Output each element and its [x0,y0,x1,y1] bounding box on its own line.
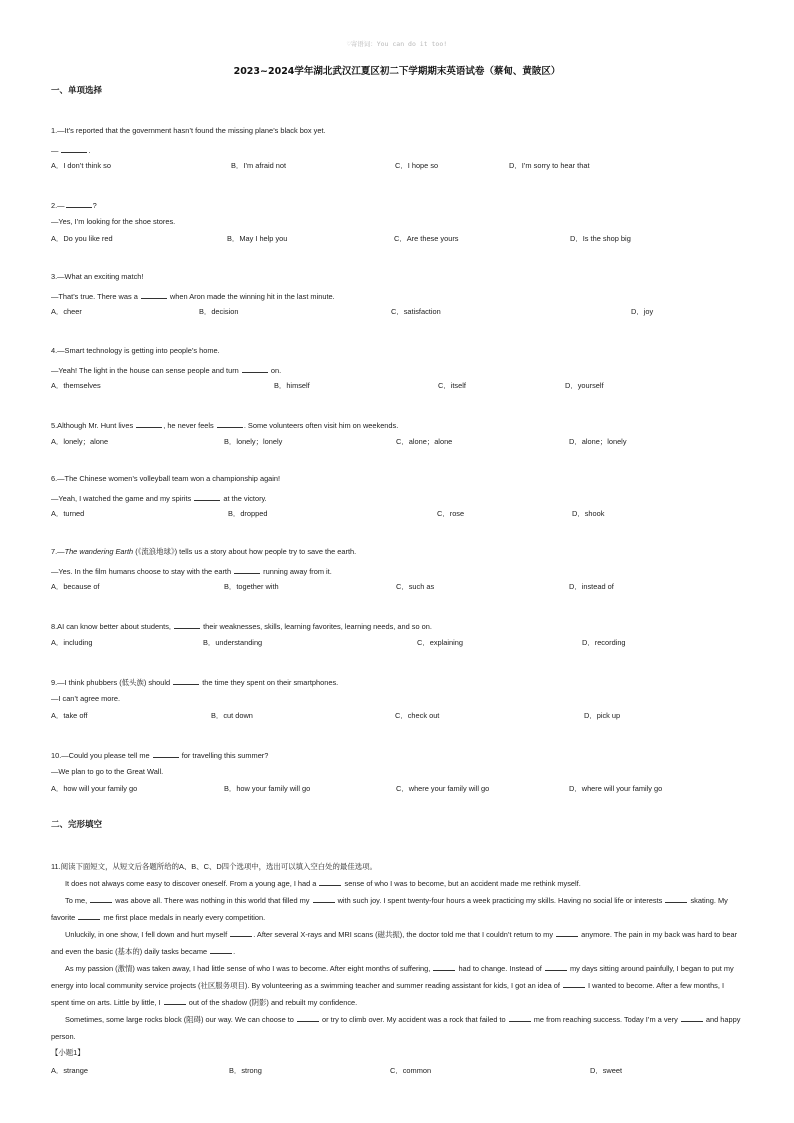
cloze-paragraph-3: Unluckily, in one show, I fell down and hurt myself . After several X-rays and MRI scans (磁共振), the doctor told me that I couldn’t return to my anymore. The pain in my back was hard to bear and even the basic (基本的) daily tasks became . [51,930,738,956]
question-stem: 7.—The wandering Earth (《流浪地球》) tells us a story about how people try to save the earth. [51,547,357,556]
answer-blank[interactable] [217,419,243,428]
option-d[interactable]: D．shook [572,509,605,518]
question-6 [51,474,751,521]
answer-blank[interactable] [153,749,179,758]
question-response: —Yeah! The light in the house can sense people and turn on. [51,365,282,375]
answer-blank[interactable] [164,996,186,1005]
answer-blank[interactable] [61,144,87,153]
option-b[interactable]: B．how your family will go [224,784,311,793]
answer-blank[interactable] [174,620,200,629]
question-2 [51,199,751,246]
cloze-passage [51,858,741,1045]
answer-blank[interactable] [141,290,167,299]
option-b[interactable]: B．decision [199,307,239,316]
question-stem: 2.— ? [51,201,97,210]
question-stem: 6.—The Chinese women’s volleyball team won a championship again! [51,474,281,483]
option-d[interactable]: D．recording [582,637,626,647]
option-b[interactable]: B．cut down [211,711,253,720]
answer-blank[interactable] [545,962,567,971]
answer-blank[interactable] [66,199,92,208]
question-10 [51,749,751,796]
options [51,509,751,521]
question-stem: 3.—What an exciting match! [51,272,144,281]
answer-blank[interactable] [297,1013,319,1022]
option-b[interactable]: B．lonely；lonely [224,436,283,446]
answer-blank[interactable] [681,1013,703,1022]
options [51,711,751,723]
option-c[interactable]: C．where your family will go [396,784,490,793]
option-b[interactable]: B．understanding [203,637,263,647]
options [51,437,751,449]
question-stem: 1.—It’s reported that the government hasn’t found the missing plane’s black box yet. [51,126,326,135]
cloze-paragraph-4: As my passion (激情) was taken away, I had little sense of who I was to become. After eight months of suffering, had to change. Instead of my days sitting around painfully, I began to put my energy into local community service projects (社区服务项目). By volunteering as a swimming teacher and summer reading assistant for kids, I got an idea of I wanted to become. After a few months, I spent time on arts. Little by little, I out of the shadow (阴影) and rebuilt my confidence. [51,964,734,1007]
options [51,582,751,594]
option-a[interactable]: A．themselves [51,381,101,390]
answer-blank[interactable] [234,565,260,574]
option-b[interactable]: B．May I help you [227,234,288,243]
option-b[interactable]: B．I’m afraid not [231,161,287,170]
section-heading-cloze: 二、完形填空 [51,820,103,830]
answer-blank[interactable] [173,676,199,685]
option-b[interactable]: B．strong [229,1066,262,1075]
sub-question-label: 【小题1】 [51,1048,85,1057]
answer-blank[interactable] [136,419,162,428]
option-c[interactable]: C．I hope so [395,161,439,170]
option-d[interactable]: D．where will your family go [569,784,663,793]
question-4 [51,346,751,393]
question-response: —Yeah, I watched the game and my spirits at the victory. [51,493,267,503]
option-d[interactable]: D．pick up [584,711,621,720]
sub-question-options [51,1066,751,1078]
page-title: 2023~2024学年湖北武汉江夏区初二下学期期末英语试卷（蔡甸、黄陂区） [233,66,561,77]
options [51,161,751,173]
cloze-instruction: 11.阅读下面短文，从短文后各题所给的A、B、C、D四个选项中，选出可以填入空白处的最佳选项。 [51,862,377,871]
option-a[interactable]: A．take off [51,711,88,720]
answer-blank[interactable] [194,492,220,501]
options [51,381,751,393]
option-b[interactable]: B．together with [224,582,279,591]
question-response: — . [51,145,91,155]
option-c[interactable]: C．check out [395,711,440,720]
question-7 [51,547,751,594]
option-a[interactable]: A．cheer [51,307,82,316]
cloze-paragraph-1: It does not always come easy to discover oneself. From a young age, I had a sense of who I was to become, but an accident made me rethink myself. [65,879,581,888]
option-c[interactable]: C．common [390,1066,432,1075]
watermark: ♡寄语词：You can do it too! [346,40,448,48]
question-stem: 9.—I think phubbers (低头族) should the time they spent on their smartphones. [51,678,339,687]
answer-blank[interactable] [242,364,268,373]
cloze-paragraph-2: To me, was above all. There was nothing in this world that filled my with such joy. I spent twenty-four hours a week practicing my skills. Having no social life or interests skating. My favorite me first place medals in nearly every competition. [51,896,728,922]
option-c[interactable]: C．such as [396,582,435,591]
answer-blank[interactable] [313,894,335,903]
option-b[interactable]: B．himself [274,381,310,390]
option-c[interactable]: C．Are these yours [394,234,459,243]
question-stem: 8.AI can know better about students, their weaknesses, skills, learning favorites, learning needs, and so on. [51,622,432,631]
answer-blank[interactable] [665,894,687,903]
question-response: —That’s true. There was a when Aron made the winning hit in the last minute. [51,291,335,301]
section-heading-single-choice: 一、单项选择 [51,86,103,96]
question-stem: 5.Although Mr. Hunt lives , he never feels . Some volunteers often visit him on weekends. [51,421,399,430]
option-a[interactable]: A．I don’t think so [51,161,111,170]
options [51,234,751,246]
cloze-paragraph-5: Sometimes, some large rocks block (阻碍) our way. We can choose to or try to climb over. My accident was a rock that failed to me from reaching success. Today I’m a very and happy person. [51,1015,741,1041]
option-d[interactable]: D．alone；lonely [569,436,627,446]
answer-blank[interactable] [509,1013,531,1022]
option-a[interactable]: A．Do you like red [51,234,113,243]
question-8 [51,620,751,650]
answer-blank[interactable] [319,877,341,886]
question-response: —I can’t agree more. [51,693,121,703]
question-stem: 10.—Could you please tell me for travelling this summer? [51,751,269,760]
answer-blank[interactable] [78,911,100,920]
option-b[interactable]: B．dropped [228,509,268,518]
question-9 [51,676,751,723]
question-response: —We plan to go to the Great Wall. [51,766,164,776]
options [51,638,751,650]
option-d[interactable]: D．Is the shop big [570,234,631,243]
film-title: The wandering Earth [64,547,134,556]
option-a[interactable]: A．lonely；alone [51,436,109,446]
option-d[interactable]: D．yourself [565,381,604,390]
question-response: —Yes. In the film humans choose to stay with the earth running away from it. [51,566,332,576]
option-d[interactable]: D．I’m sorry to hear that [509,161,590,170]
options [51,307,751,319]
answer-blank[interactable] [563,979,585,988]
option-a[interactable]: A．including [51,637,93,647]
option-c[interactable]: C．itself [438,381,466,390]
option-a[interactable]: A．turned [51,509,85,518]
option-a[interactable]: A．how will your family go [51,784,138,793]
option-d[interactable]: D．instead of [569,582,614,591]
option-d[interactable]: D．joy [631,307,654,316]
option-a[interactable]: A．strange [51,1066,88,1075]
option-c[interactable]: C．explaining [417,637,464,647]
option-a[interactable]: A．because of [51,582,100,591]
option-c[interactable]: C．alone；alone [396,436,453,446]
option-d[interactable]: D．sweet [590,1066,623,1075]
question-1 [51,126,751,173]
question-5 [51,419,751,449]
options [51,784,751,796]
option-c[interactable]: C．satisfaction [391,307,441,316]
answer-blank[interactable] [90,894,112,903]
answer-blank[interactable] [556,928,578,937]
option-c[interactable]: C．rose [437,509,465,518]
question-response: —Yes, I’m looking for the shoe stores. [51,216,176,226]
question-stem: 4.—Smart technology is getting into people’s home. [51,346,220,355]
answer-blank[interactable] [210,945,232,954]
question-3 [51,272,751,319]
answer-blank[interactable] [433,962,455,971]
answer-blank[interactable] [230,928,252,937]
